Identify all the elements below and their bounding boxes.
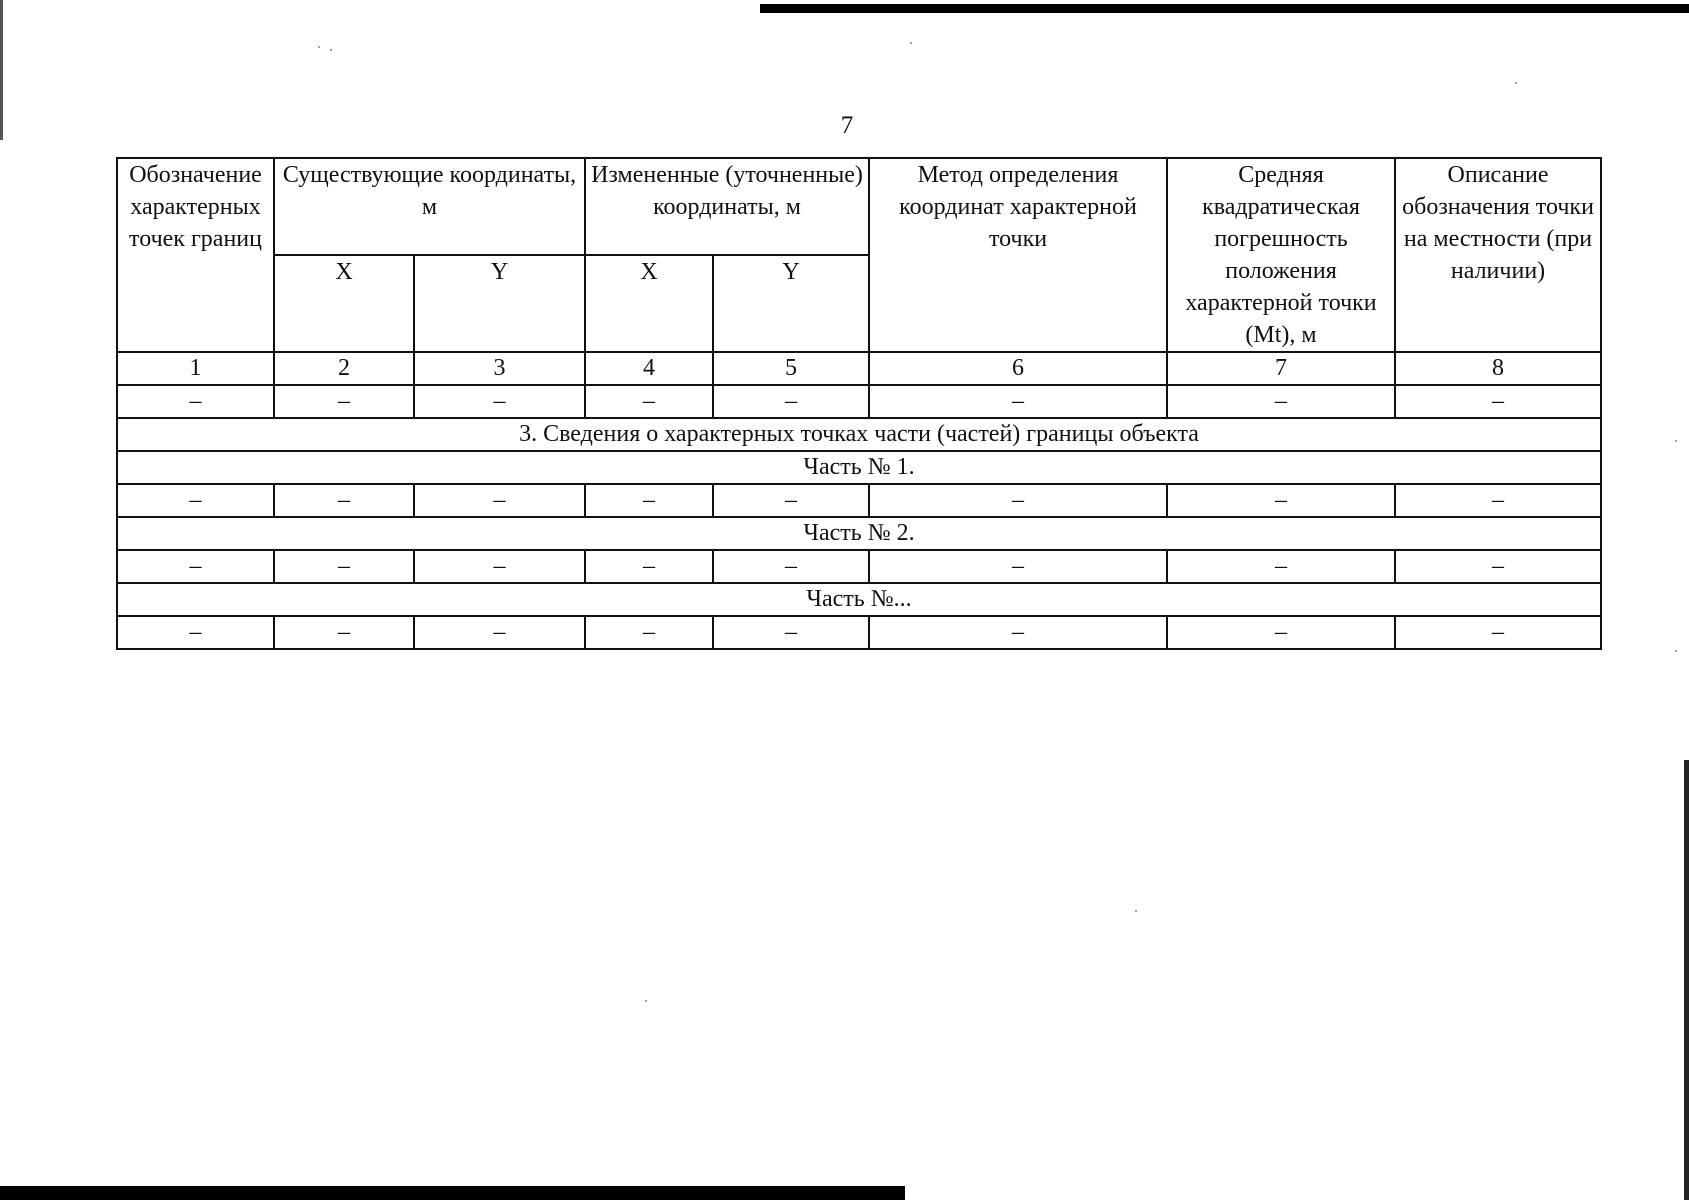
section-title: 3. Сведения о характерных точках части (частей) границы объекта <box>117 418 1601 451</box>
empty-cell: – <box>414 550 585 583</box>
part-label: Часть № 1. <box>117 451 1601 484</box>
empty-cell: – <box>117 484 274 517</box>
empty-cell: – <box>869 616 1167 649</box>
header-method: Метод определения координат характерной точки <box>869 158 1167 352</box>
column-number: 7 <box>1167 352 1395 385</box>
header-existing-coordinates: Существующие координаты, м <box>274 158 585 255</box>
header-y-existing: Y <box>414 255 585 352</box>
empty-cell: – <box>713 550 869 583</box>
header-point-description: Описание обозначения точки на местности (при наличии) <box>1395 158 1601 352</box>
empty-cell: – <box>869 385 1167 418</box>
empty-cell: – <box>585 385 713 418</box>
scan-speck <box>1135 910 1137 912</box>
empty-cell: – <box>713 484 869 517</box>
scan-border-right <box>1684 760 1689 1200</box>
scan-border-bottom <box>0 1186 905 1200</box>
column-number-row <box>117 352 1601 385</box>
column-number: 3 <box>414 352 585 385</box>
scan-speck <box>910 42 912 44</box>
empty-cell: – <box>1395 616 1601 649</box>
empty-cell: – <box>585 550 713 583</box>
empty-cell: – <box>1395 385 1601 418</box>
part-label: Часть №... <box>117 583 1601 616</box>
scan-speck <box>1675 650 1677 652</box>
column-number: 8 <box>1395 352 1601 385</box>
empty-cell: – <box>274 616 414 649</box>
scan-border-left <box>0 0 3 140</box>
column-number: 2 <box>274 352 414 385</box>
empty-cell: – <box>585 616 713 649</box>
empty-cell: – <box>117 616 274 649</box>
empty-cell: – <box>869 484 1167 517</box>
scan-speck <box>1515 82 1517 84</box>
header-point-designation: Обозначение характерных точек границ <box>117 158 274 352</box>
empty-cell: – <box>274 385 414 418</box>
scan-border-top <box>760 4 1689 13</box>
boundary-points-table <box>116 157 1602 650</box>
empty-cell: – <box>414 616 585 649</box>
header-y-changed: Y <box>713 255 869 352</box>
column-number: 6 <box>869 352 1167 385</box>
page-number: 7 <box>840 112 854 139</box>
empty-cell: – <box>585 484 713 517</box>
empty-cell: – <box>1167 616 1395 649</box>
column-number: 4 <box>585 352 713 385</box>
empty-cell: – <box>713 616 869 649</box>
scan-speck <box>645 1000 647 1002</box>
column-number: 1 <box>117 352 274 385</box>
scan-speck <box>330 49 332 51</box>
empty-cell: – <box>117 550 274 583</box>
empty-cell: – <box>274 550 414 583</box>
header-mean-square-error: Средняя квадратическая погрешность положения характерной точки (Mt), м <box>1167 158 1395 352</box>
scan-speck <box>1675 440 1677 442</box>
scan-speck <box>318 46 320 48</box>
table-row <box>117 550 1601 583</box>
empty-cell: – <box>414 385 585 418</box>
empty-cell: – <box>1395 484 1601 517</box>
empty-cell: – <box>414 484 585 517</box>
empty-cell: – <box>274 484 414 517</box>
empty-cell: – <box>1167 385 1395 418</box>
empty-cell: – <box>713 385 869 418</box>
header-changed-coordinates: Измененные (уточненные) координаты, м <box>585 158 869 255</box>
table-row <box>117 484 1601 517</box>
empty-cell: – <box>1167 484 1395 517</box>
empty-cell: – <box>117 385 274 418</box>
part-label: Часть № 2. <box>117 517 1601 550</box>
table-row <box>117 385 1601 418</box>
empty-cell: – <box>1167 550 1395 583</box>
empty-cell: – <box>1395 550 1601 583</box>
empty-cell: – <box>869 550 1167 583</box>
header-x-changed: X <box>585 255 713 352</box>
table-row <box>117 616 1601 649</box>
header-x-existing: X <box>274 255 414 352</box>
column-number: 5 <box>713 352 869 385</box>
